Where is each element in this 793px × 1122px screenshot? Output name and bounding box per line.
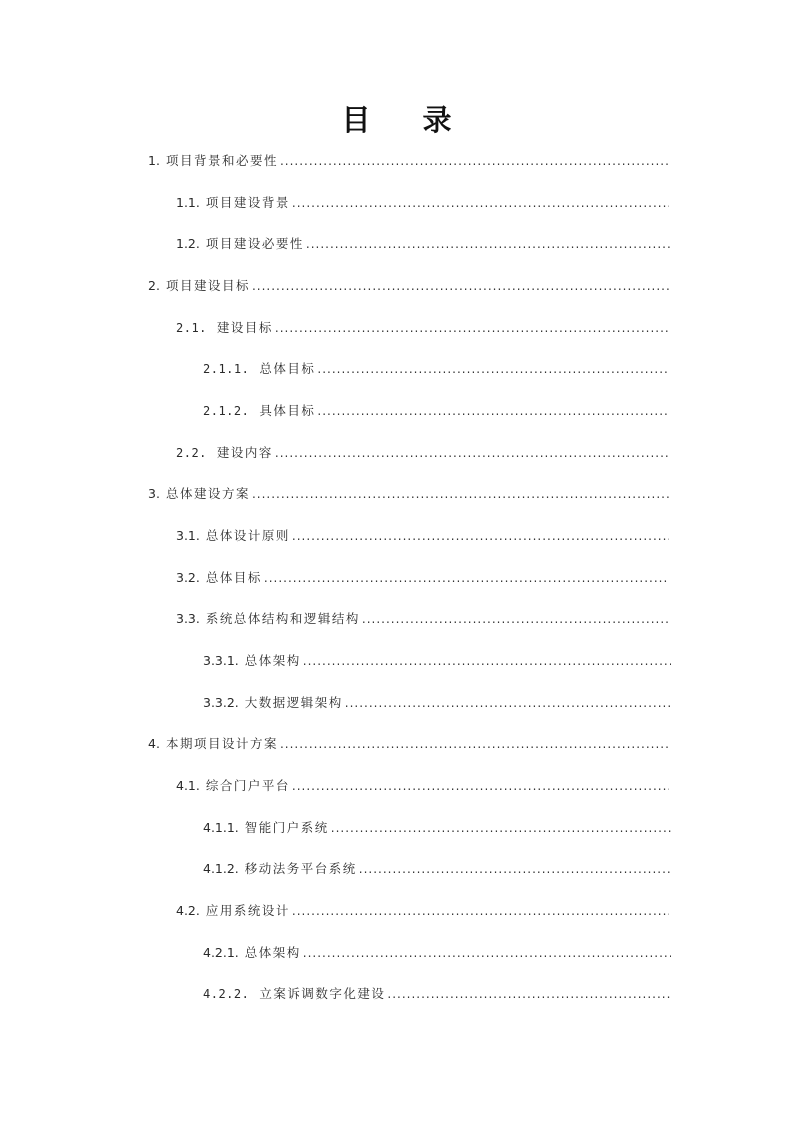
toc-entry-level-2[interactable] [176,901,669,921]
toc-entry-label: 移动法务平台系统 [244,861,357,876]
toc-entry-label: 总体建设方案 [165,486,250,501]
toc-dot-leader [303,654,671,668]
toc-entry-level-3[interactable] [203,984,671,1004]
toc-entry-label: 建设内容 [216,445,273,460]
toc-entry-label: 建设目标 [216,320,273,335]
toc-entry-number: 4.1.1. [203,820,239,835]
toc-entry-level-3[interactable] [203,859,671,879]
toc-dot-leader [292,529,669,543]
toc-entry-number: 4.2.1. [203,945,239,960]
toc-dot-leader [292,196,669,210]
toc-entry-number: 3.3.1. [203,653,239,668]
toc-dot-leader [362,612,671,626]
toc-entry-level-2[interactable] [176,443,671,463]
toc-title-char-1: 目 [341,103,371,137]
toc-entry-label: 总体设计原则 [205,528,290,543]
toc-entry-number: 3.1. [176,528,200,543]
toc-dot-leader [331,821,671,835]
toc-dot-leader [275,446,671,460]
toc-entry-level-3[interactable] [203,401,670,421]
toc-entry-number: 3.2. [176,570,200,585]
toc-entry-level-3[interactable] [203,943,671,963]
toc-dot-leader [359,862,671,876]
toc-entry-number: 1.1. [176,195,200,210]
toc-entry-number: 2.2. [176,446,207,460]
toc-dot-leader [317,362,670,376]
toc-dot-leader [275,321,671,335]
toc-entry-label: 具体目标 [259,403,316,418]
toc-entry-level-1[interactable] [148,484,670,504]
toc-entry-level-2[interactable] [176,234,671,254]
toc-entry-level-2[interactable] [176,609,671,629]
toc-dot-leader [280,154,670,168]
toc-dot-leader [292,904,669,918]
toc-entry-level-1[interactable] [148,151,670,171]
toc-entry-level-1[interactable] [148,734,670,754]
toc-entry-number: 2.1.1. [203,362,250,376]
toc-entry-level-1[interactable] [148,276,670,296]
toc-entry-number: 4.1. [176,778,200,793]
toc-entry-number: 1.2. [176,236,200,251]
toc-entry-label: 智能门户系统 [244,820,329,835]
toc-dot-leader [264,571,669,585]
toc-dot-leader [252,487,670,501]
toc-dot-leader [387,987,671,1001]
toc-entry-level-2[interactable] [176,526,669,546]
toc-entry-level-2[interactable] [176,193,669,213]
toc-entry-level-2[interactable] [176,568,669,588]
toc-entry-label: 总体架构 [244,653,301,668]
toc-entry-label: 项目背景和必要性 [165,153,278,168]
toc-entry-number: 1. [148,153,160,168]
toc-entry-number: 4. [148,736,160,751]
toc-entry-number: 2. [148,278,160,293]
toc-entry-level-3[interactable] [203,693,670,713]
toc-entry-label: 综合门户平台 [205,778,290,793]
toc-entry-label: 应用系统设计 [205,903,290,918]
toc-dot-leader [345,696,670,710]
toc-entry-number: 3.3. [176,611,200,626]
toc-entry-number: 3. [148,486,160,501]
toc-entry-level-2[interactable] [176,776,669,796]
toc-dot-leader [306,237,671,251]
toc-entry-label: 大数据逻辑架构 [244,695,343,710]
toc-dot-leader [292,779,669,793]
toc-entry-label: 项目建设必要性 [205,236,304,251]
toc-entry-number: 4.2.2. [203,987,250,1001]
toc-entry-number: 4.1.2. [203,861,239,876]
toc-title-char-2: 录 [422,103,452,137]
toc-dot-leader [280,737,670,751]
toc-entry-number: 4.2. [176,903,200,918]
toc-entry-label: 项目建设背景 [205,195,290,210]
toc-entry-label: 总体架构 [244,945,301,960]
toc-entry-level-3[interactable] [203,818,671,838]
toc-entry-number: 3.3.2. [203,695,239,710]
toc-entry-level-3[interactable] [203,651,671,671]
toc-dot-leader [317,404,670,418]
toc-dot-leader [303,946,671,960]
toc-entry-level-3[interactable] [203,359,670,379]
toc-dot-leader [252,279,670,293]
toc-entry-number: 2.1.2. [203,404,250,418]
toc-entry-label: 项目建设目标 [165,278,250,293]
toc-entry-label: 本期项目设计方案 [165,736,278,751]
toc-entry-label: 立案诉调数字化建设 [259,986,386,1001]
toc-entry-label: 总体目标 [259,361,316,376]
toc-entry-level-2[interactable] [176,318,671,338]
toc-entry-label: 系统总体结构和逻辑结构 [205,611,360,626]
toc-entry-number: 2.1. [176,321,207,335]
toc-title [0,98,793,139]
toc-entry-label: 总体目标 [205,570,262,585]
